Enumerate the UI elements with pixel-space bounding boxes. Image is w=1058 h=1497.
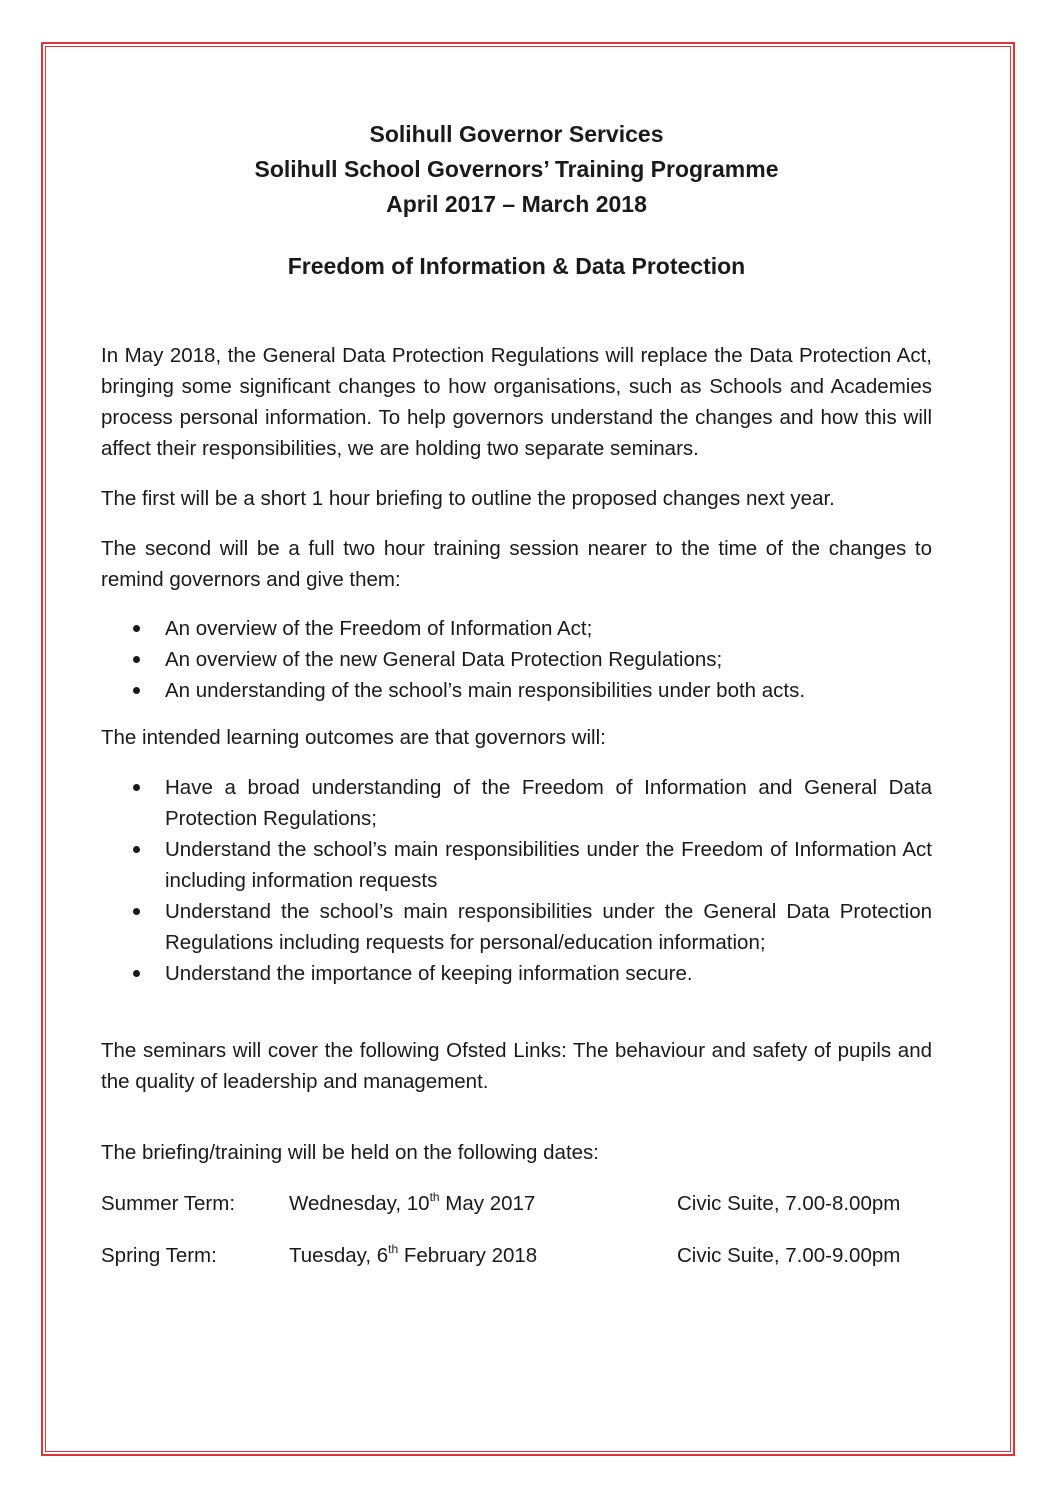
list-item-text: An overview of the Freedom of Information Act; [165,617,593,640]
list-item [101,675,932,706]
header-line-programme: Solihull School Governors’ Training Programme [254,156,779,182]
list-item-text: Understand the school’s main responsibilities under the Freedom of Information Act including information requests [165,838,932,892]
bullet-icon [133,687,140,694]
list-item [101,644,932,675]
ofsted-links-paragraph: The seminars will cover the following Ofsted Links: The behaviour and safety of pupils and the quality of leadership and management. [101,1039,932,1093]
bullet-icon [133,908,140,915]
first-seminar-paragraph: The first will be a short 1 hour briefing to outline the proposed changes next year. [101,487,835,510]
list-item-text: Understand the importance of keeping information secure. [165,962,693,985]
intro-paragraph: In May 2018, the General Data Protection Regulations will replace the Data Protection Act, bringing some significant changes to how organisations, such as Schools and Academies process personal information. To help governors understand the changes and how this will affect their responsibilities, we are holding two separate seminars. [101,344,932,460]
second-seminar-paragraph: The second will be a full two hour training session nearer to the time of the changes to remind governors and give them: [101,537,932,591]
learning-outcomes-list [101,772,932,989]
bullet-icon [133,784,140,791]
list-item-text: An overview of the new General Data Protection Regulations; [165,648,723,671]
session-date: Wednesday, 10th May 2017 [289,1190,536,1215]
outcomes-intro-paragraph: The intended learning outcomes are that governors will: [101,726,606,749]
term-label: Spring Term: [101,1244,217,1267]
date-row-summer [101,1188,932,1219]
session-venue-time: Civic Suite, 7.00-8.00pm [677,1192,901,1215]
list-item-text: Have a broad understanding of the Freedom of Information and General Data Protection Regulations; [165,776,932,830]
header-line-organisation: Solihull Governor Services [369,121,664,147]
bullet-icon [133,656,140,663]
list-item-text: An understanding of the school’s main responsibilities under both acts. [165,679,806,702]
date-row-spring [101,1240,932,1271]
bullet-icon [133,846,140,853]
list-item-text: Understand the school’s main responsibilities under the General Data Protection Regulations including requests for personal/education information; [165,900,932,954]
session-date: Tuesday, 6th February 2018 [289,1242,538,1267]
document-body [101,117,932,1271]
list-item [101,834,932,896]
header-line-period: April 2017 – March 2018 [386,191,647,217]
bullet-icon [133,970,140,977]
course-title: Freedom of Information & Data Protection [287,253,746,279]
session-venue-time: Civic Suite, 7.00-9.00pm [677,1244,901,1267]
dates-intro-paragraph: The briefing/training will be held on the following dates: [101,1141,599,1164]
session-content-list [101,613,932,706]
list-item [101,958,932,989]
bullet-icon [133,625,140,632]
list-item [101,772,932,834]
term-label: Summer Term: [101,1192,236,1215]
list-item [101,613,932,644]
list-item [101,896,932,958]
